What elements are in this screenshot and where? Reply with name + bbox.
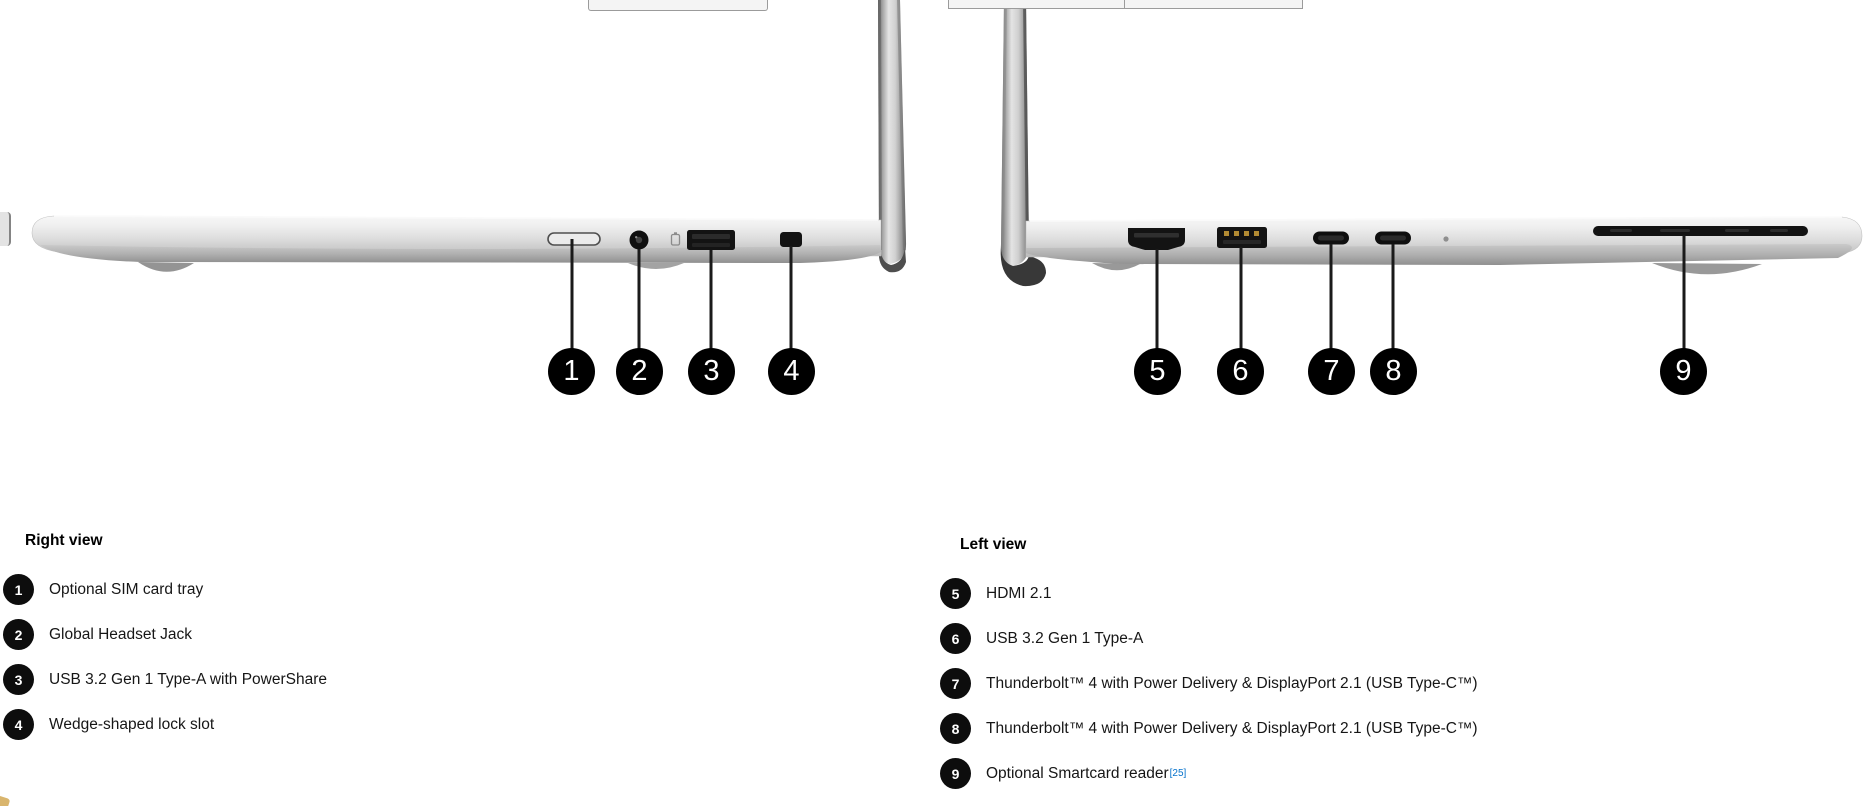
- callout-marker-4: 4: [768, 348, 815, 395]
- page-corner-artifact: [0, 795, 10, 806]
- legend-label-5: HDMI 2.1: [986, 584, 1052, 602]
- legend-label-3: USB 3.2 Gen 1 Type-A with PowerShare: [49, 670, 328, 688]
- hdmi-port: [1128, 228, 1185, 250]
- legend-badge-3: 3: [3, 664, 34, 695]
- wedge-lock-slot: [780, 232, 802, 247]
- callout-marker-5: 5: [1134, 348, 1181, 395]
- legend-item-9: [940, 758, 1478, 789]
- legend-label-7: Thunderbolt™ 4 with Power Delivery & DisplayPort 2.1 (USB Type-C™): [986, 674, 1478, 692]
- callout-marker-1: 1: [548, 348, 595, 395]
- laptop-foot: [138, 262, 194, 272]
- right-view-legend: [3, 531, 327, 754]
- left-view-title: Left view: [960, 536, 1027, 553]
- sim-card-tray-port: [548, 233, 600, 245]
- legend-badge-6: 6: [940, 623, 971, 654]
- usb-c-port-2: [1375, 232, 1411, 245]
- footnote-link-25[interactable]: [25]: [1169, 768, 1187, 779]
- legend-label-1: Optional SIM card tray: [49, 580, 204, 598]
- laptop-left-view-image: [1001, 0, 1862, 352]
- legend-item-1: [3, 574, 327, 605]
- legend-item-6: [940, 623, 1478, 654]
- legend-label-8: Thunderbolt™ 4 with Power Delivery & DisplayPort 2.1 (USB Type-C™): [986, 719, 1478, 737]
- legend-item-2: [3, 619, 327, 650]
- legend-badge-7: 7: [940, 668, 971, 699]
- callout-marker-3: 3: [688, 348, 735, 395]
- carousel-tab-partial-left[interactable]: [588, 0, 768, 11]
- legend-label-6: USB 3.2 Gen 1 Type-A: [986, 629, 1144, 647]
- tab-divider: [1124, 0, 1125, 8]
- callout-marker-6: 6: [1217, 348, 1264, 395]
- usb-c-port-1: [1313, 232, 1349, 245]
- legend-item-8: [940, 713, 1478, 744]
- left-view-legend: [940, 535, 1478, 803]
- legend-label-4: Wedge-shaped lock slot: [49, 715, 215, 733]
- legend-badge-5: 5: [940, 578, 971, 609]
- legend-item-4: [3, 709, 327, 740]
- legend-item-3: [3, 664, 327, 695]
- callout-marker-7: 7: [1308, 348, 1355, 395]
- legend-badge-1: 1: [3, 574, 34, 605]
- smartcard-reader-slot: [1593, 226, 1808, 236]
- legend-badge-9: 9: [940, 758, 971, 789]
- usb-a-port-right-view: [687, 230, 735, 250]
- legend-badge-4: 4: [3, 709, 34, 740]
- callout-marker-2: 2: [616, 348, 663, 395]
- carousel-tab-partial-right[interactable]: [948, 0, 1303, 9]
- legend-item-5: [940, 578, 1478, 609]
- callout-marker-9: 9: [1660, 348, 1707, 395]
- legend-label-2: Global Headset Jack: [49, 625, 193, 643]
- right-view-title: Right view: [25, 532, 103, 549]
- callout-marker-8: 8: [1370, 348, 1417, 395]
- legend-label-9: Optional Smartcard reader: [986, 764, 1169, 782]
- laptop-right-view-image: [32, 0, 906, 352]
- usb-a-port-left-view: [1217, 227, 1267, 248]
- headset-jack-port: [630, 231, 649, 250]
- laptop-body: [32, 216, 881, 272]
- laptop-foot: [1652, 263, 1762, 274]
- legend-badge-2: 2: [3, 619, 34, 650]
- led-indicator: [1443, 236, 1448, 241]
- legend-badge-8: 8: [940, 713, 971, 744]
- legend-item-7: [940, 668, 1478, 699]
- adjacent-image-edge: [0, 212, 11, 246]
- laptop-lid: [878, 0, 906, 272]
- laptop-foot: [628, 263, 684, 269]
- laptop-foot: [1092, 263, 1140, 270]
